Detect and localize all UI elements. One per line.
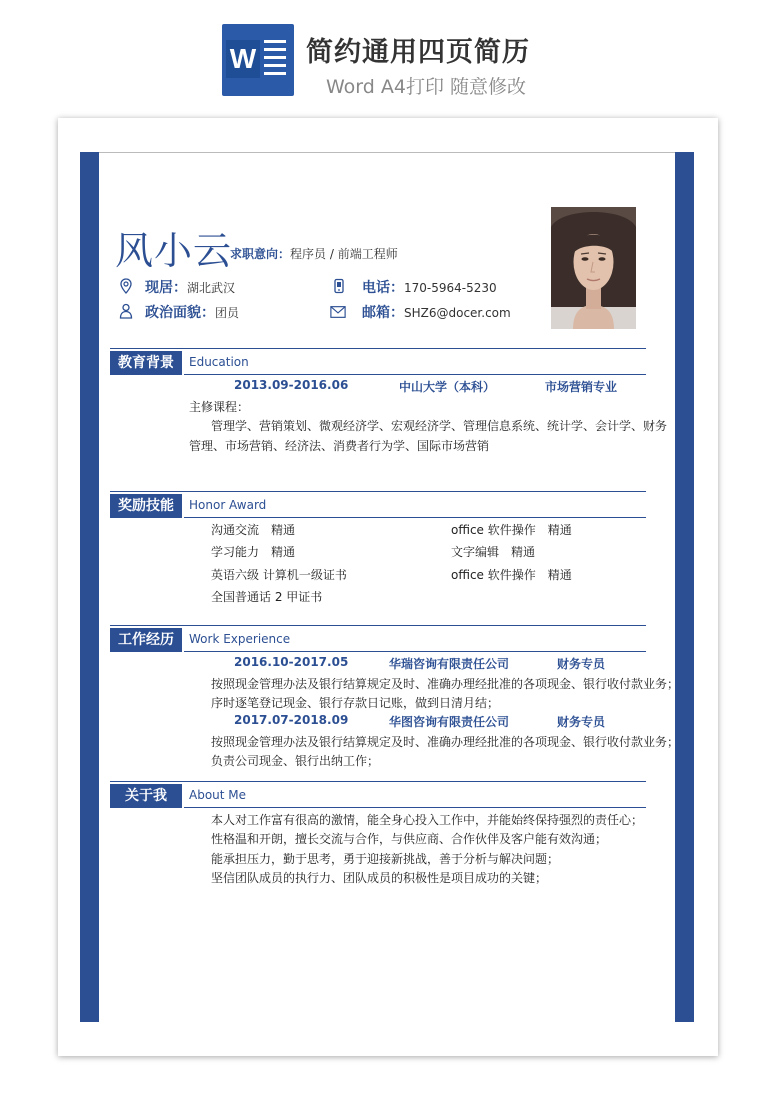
job-intent-value: 程序员 / 前端工程师: [290, 247, 398, 261]
word-letter: W: [226, 40, 260, 78]
honor-item: 全国普通话 2 甲证书: [211, 590, 323, 604]
job-desc: 按照现金管理办法及银行结算规定及时、准确办理经批准的各项现金、银行收付款业务；: [211, 735, 680, 749]
profile-photo: [551, 207, 636, 329]
right-border-bar: [675, 152, 694, 1022]
education-school: 中山大学（本科）: [399, 380, 496, 394]
education-major: 市场营销专业: [545, 380, 618, 394]
politics: [145, 302, 239, 322]
job-company: 华图咨询有限责任公司: [389, 715, 510, 729]
job-intent-label: 求职意向：: [230, 247, 291, 261]
honor-item: 学习能力 精通: [211, 545, 296, 559]
residence-label: 现居：: [145, 280, 187, 296]
person-icon: [118, 303, 134, 319]
job-desc: 按照现金管理办法及银行结算规定及时、准确办理经批准的各项现金、银行收付款业务；: [211, 677, 680, 691]
education-period: 2013.09-2016.06: [234, 378, 349, 392]
email-value: SHZ6@docer.com: [404, 306, 511, 320]
work-top-line: [110, 625, 646, 626]
job-desc: 序时逐笔登记现金、银行存款日记账，做到日清月结；: [211, 696, 500, 710]
job-company: 华瑞咨询有限责任公司: [389, 657, 510, 671]
courses-line-1: 管理学、营销策划、微观经济学、宏观经济学、管理信息系统、统计学、会计学、财务: [211, 419, 668, 433]
honor-item: office 软件操作 精通: [451, 523, 572, 537]
about-line: 坚信团队成员的执行力、团队成员的积极性是项目成功的关键；: [211, 871, 548, 885]
email-icon: [330, 304, 346, 320]
courses-line-2: 管理、市场营销、经济法、消费者行为学、国际市场营销: [189, 439, 490, 453]
education-tag: 教育背景: [110, 351, 182, 375]
job-period: 2017.07-2018.09: [234, 713, 349, 727]
email-label: 邮箱：: [362, 305, 404, 321]
job-role: 财务专员: [557, 715, 606, 729]
work-en: Work Experience: [189, 632, 291, 646]
about-tag: 关于我: [110, 784, 182, 808]
doc-title: 简约通用四页简历: [306, 37, 530, 68]
residence-value: 湖北武汉: [187, 281, 236, 295]
left-border-bar: [80, 152, 99, 1022]
honor-top-line: [110, 491, 646, 492]
honor-item: 英语六级 计算机一级证书: [211, 568, 347, 582]
email: [362, 302, 511, 322]
about-line: 本人对工作富有很高的激情，能全身心投入工作中，并能始终保持强烈的责任心；: [211, 813, 644, 827]
about-bottom-line: [184, 807, 646, 808]
honor-item: office 软件操作 精通: [451, 568, 572, 582]
candidate-name: 风小云: [115, 229, 233, 273]
honor-tag: 奖励技能: [110, 494, 182, 518]
honor-bottom-line: [184, 517, 646, 518]
honor-en: Honor Award: [189, 498, 267, 512]
honor-item: 文字编辑 精通: [451, 545, 536, 559]
work-tag: 工作经历: [110, 628, 182, 652]
about-top-line: [110, 781, 646, 782]
politics-label: 政治面貌：: [145, 305, 215, 321]
education-top-line: [110, 348, 646, 349]
job-period: 2016.10-2017.05: [234, 655, 349, 669]
location-icon: [118, 278, 134, 294]
education-bottom-line: [184, 374, 646, 375]
honor-item: 沟通交流 精通: [211, 523, 296, 537]
top-divider: [99, 152, 675, 153]
phone: [362, 277, 497, 297]
word-icon: [222, 24, 294, 96]
courses-label: 主修课程：: [189, 400, 250, 414]
about-line: 性格温和开朗，擅长交流与合作，与供应商、合作伙伴及客户能有效沟通；: [211, 832, 608, 846]
doc-subtitle: Word A4打印 随意修改: [326, 76, 527, 98]
residence: [145, 277, 235, 297]
job-intent: [230, 245, 398, 262]
phone-value: 170-5964-5230: [404, 281, 497, 295]
about-line: 能承担压力，勤于思考，勇于迎接新挑战，善于分析与解决问题；: [211, 852, 560, 866]
job-desc: 负责公司现金、银行出纳工作；: [211, 754, 380, 768]
education-en: Education: [189, 355, 249, 369]
phone-icon: [331, 278, 347, 294]
about-en: About Me: [189, 788, 247, 802]
job-role: 财务专员: [557, 657, 606, 671]
work-bottom-line: [184, 651, 646, 652]
phone-label: 电话：: [362, 280, 404, 296]
politics-value: 团员: [215, 306, 240, 320]
